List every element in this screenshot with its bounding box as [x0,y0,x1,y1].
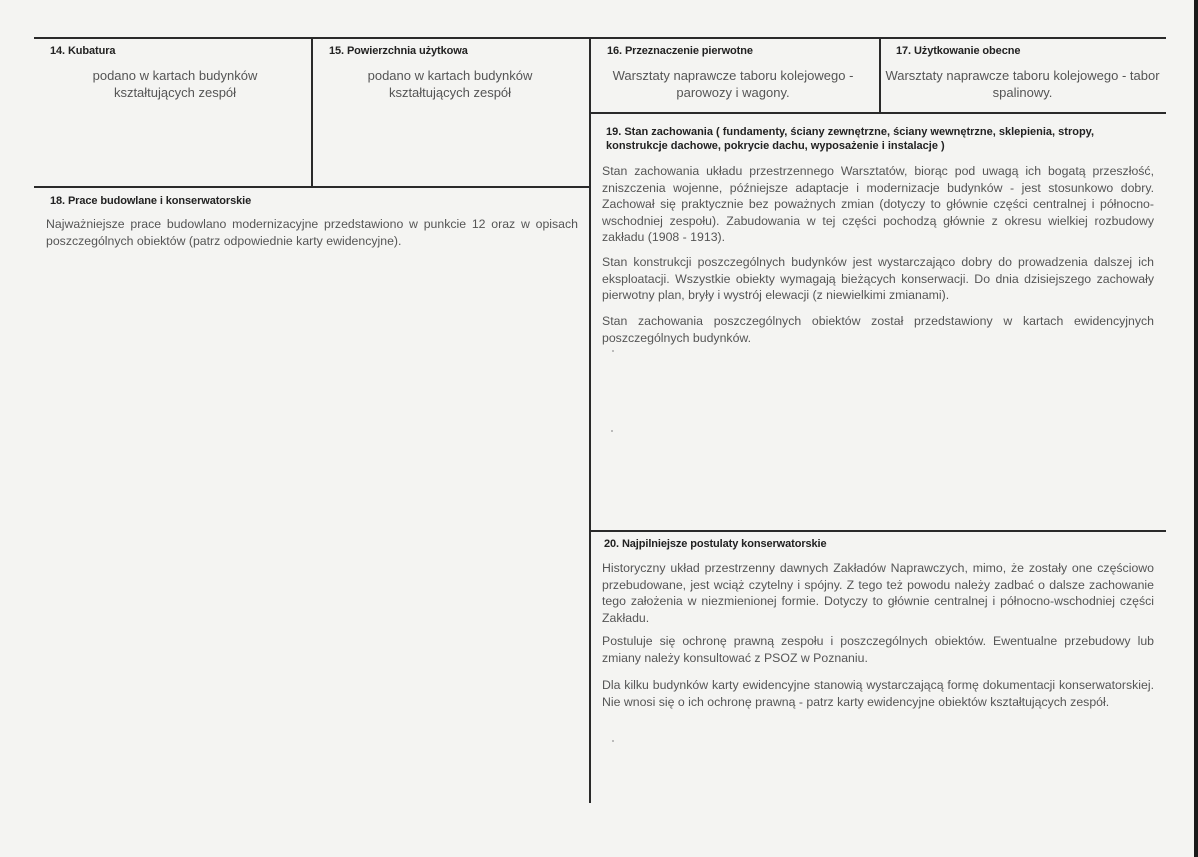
section-20-paragraph-1: Historyczny układ przestrzenny dawnych Zakładów Naprawczych, mimo, że zostały one częściowo przebudowane, jest wciąż czytelny i spójny. Z tego też powodu należy zadbać o dalsze zachowanie tego założenia w niezmienionej formie. Dotyczy to głównie centralnej i północno-wschodniej części Zakładu. [602,561,1154,625]
line-above-18 [34,186,590,188]
scan-speck [612,740,614,742]
scan-speck [611,430,613,432]
section-16-value: Warsztaty naprawcze taboru kolejowego - parowozy i wagony. [612,68,854,100]
section-15-title: 15. Powierzchnia użytkowa [329,45,468,57]
section-19-paragraph-3: Stan zachowania poszczególnych obiektów został przedstawiony w kartach ewidencyjnych poszczególnych budynków. [602,314,1154,345]
section-15-value: podano w kartach budynków kształtujących zespół [367,68,533,100]
section-20-paragraph-3: Dla kilku budynków karty ewidencyjne stanowią wystarczającą formę dokumentacji konserwatorskiej. Nie wnosi się o ich ochronę prawną - patrz karty ewidencyjne obiektów kształtujących zespół. [602,678,1154,709]
section-19-title: 19. Stan zachowania ( fundamenty, ściany zewnętrzne, ściany wewnętrzne, sklepienia, stropy, konstrukcje dachowe, pokrycie dachu, wyposażenie i instalacje ) [606,126,1095,152]
divider-16-17 [879,37,881,113]
section-20-title: 20. Najpilniejsze postulaty konserwatorskie [604,538,827,550]
section-17-value: Warsztaty naprawcze taboru kolejowego - tabor spalinowy. [885,68,1160,100]
section-18-text: Najważniejsze prace budowlano modernizacyjne przedstawiono w punkcie 12 oraz w opisach poszczególnych obiektów (patrz odpowiednie karty ewidencyjne). [46,217,578,248]
top-border-line [34,37,1166,39]
section-18-title: 18. Prace budowlane i konserwatorskie [50,195,252,207]
section-14-title: 14. Kubatura [50,45,116,57]
section-16-title: 16. Przeznaczenie pierwotne [607,45,753,57]
scan-speck [612,350,614,352]
section-20-paragraph-2: Postuluje się ochronę prawną zespołu i poszczególnych obiektów. Ewentualne przebudowy lub zmiany należy konsultować z PSOZ w Poznaniu. [602,634,1154,665]
divider-14-15 [311,37,313,187]
section-14-value: podano w kartach budynków kształtujących zespół [92,68,258,100]
section-19-paragraph-2: Stan konstrukcji poszczególnych budynków jest wystarczająco dobry do prowadzenia dalszej ich eksploatacji. Wszystkie obiekty wymagają bieżących konserwacji. Do dnia dzisiejszego zachowały pierwotny plan, bryły i wystrój elewacji (z niewielkimi zmianami). [602,255,1154,302]
main-vertical-divider [589,37,591,803]
line-under-16-17 [589,112,1166,114]
section-17-title: 17. Użytkowanie obecne [896,45,1021,57]
section-19-paragraph-1: Stan zachowania układu przestrzennego Warsztatów, biorąc pod uwagą ich bogatą przeszłość, zniszczenia wojenne, późniejsze adaptacje i modernizacje budynków - jest stosunkowo dobry. Zachował się praktycznie bez poważnych zmian (dotyczy to głównie części centralnej i północno-wschodniej zespołu). Zabudowania w tej części pochodzą głównie z okresu wielkiej rozbudowy zakładu (1908 - 1913). [602,164,1154,244]
line-above-20 [589,530,1166,532]
scan-edge [1194,0,1198,857]
